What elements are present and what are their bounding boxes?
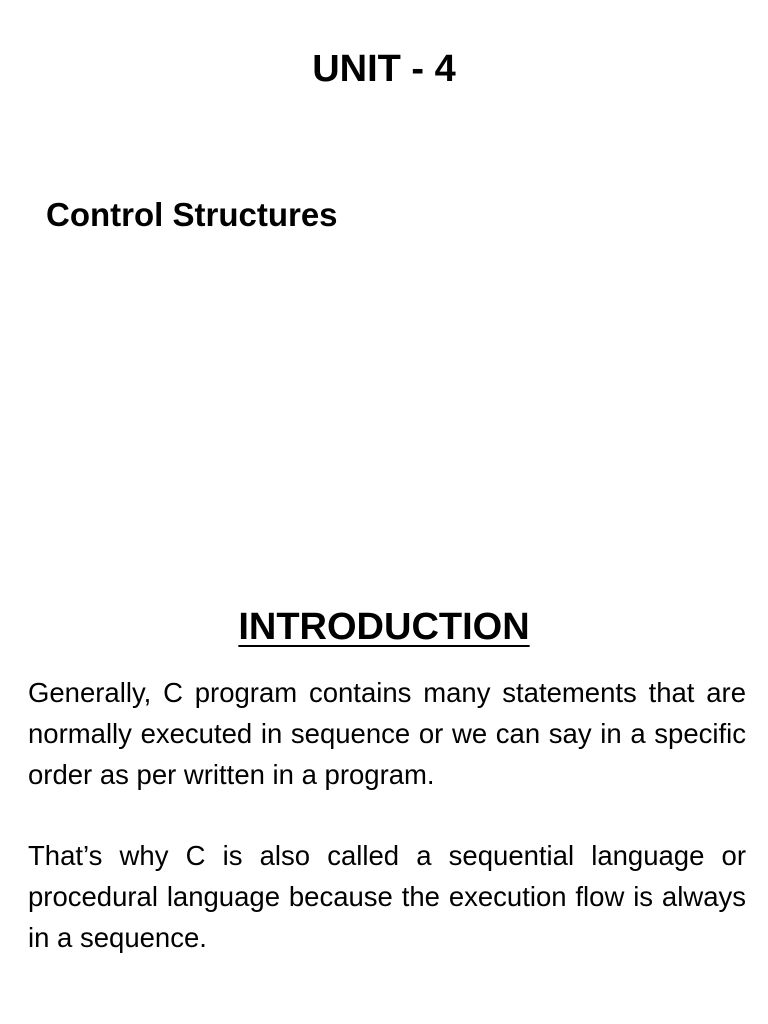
introduction-heading [0,606,768,649]
introduction-heading-text: INTRODUCTION [238,606,530,648]
intro-paragraph-2: That’s why C is also called a sequential language or procedural language because the execution flow is always in a sequence. [28,840,746,953]
topic-subtitle: Control Structures [46,196,338,233]
slide-introduction [0,512,768,1024]
unit-title: UNIT - 4 [312,48,456,90]
intro-paragraph-1: Generally, C program contains many statements that are normally executed in sequence or we can say in a specific order as per written in a program. [28,677,746,790]
